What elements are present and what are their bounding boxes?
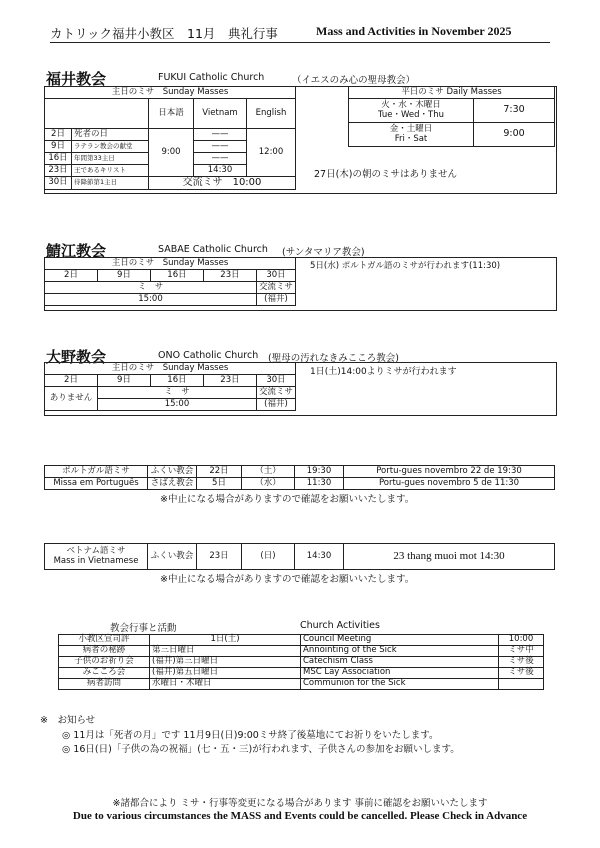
ono-date: 16日 <box>150 375 203 387</box>
fukui-last-label: 待降節第1主日 <box>72 177 149 190</box>
daily-day-en: Tue・Wed・Thu <box>377 109 445 120</box>
fukui-row-date: 23日 <box>45 165 72 177</box>
activity-en: Communion for the Sick <box>301 679 499 690</box>
notice-item: ◎ 11月は「死者の月」です 11月9日(日)9:00ミサ終了後墓地にてお祈りをいたします。 <box>62 730 439 741</box>
activity-when: 水曜日・木曜日 <box>150 679 301 690</box>
footer-jp: ※諸都合により ミサ・行事等変更になる場合があります 事前に確認をお願いいたします <box>112 798 488 809</box>
vn-church: ふくい教会 <box>148 544 197 570</box>
ono-date: 9日 <box>97 375 150 387</box>
pt-time: 11:30 <box>295 478 344 490</box>
portuguese-mass-table <box>44 465 555 490</box>
activity-name: 病者訪問 <box>59 679 150 690</box>
daily-day-jp: 火・水・木曜日 <box>381 99 441 110</box>
vn-time: 14:30 <box>295 544 344 570</box>
sabae-date: 30日 <box>256 270 295 282</box>
fukui-row-vn: 14:30 <box>194 165 247 177</box>
col-english: English <box>247 99 296 129</box>
ono-date: 30日 <box>256 375 295 387</box>
portuguese-label-pt: Missa em Português <box>45 478 148 490</box>
fukui-row-date: 9日 <box>45 141 72 153</box>
ono-sunday-table <box>44 362 296 411</box>
activities-title-en: Church Activities <box>300 620 380 631</box>
header-title-en: Mass and Activities in November 2025 <box>316 24 512 38</box>
fukui-row-vn: —— <box>194 129 247 141</box>
ono-special-1: 交流ミサ <box>256 387 295 399</box>
portuguese-note: ※中止になる場合がありますので確認をお願いいたします。 <box>160 494 415 505</box>
activity-when: 第三日曜日 <box>150 646 301 657</box>
ono-note: 1日(土)14:00よりミサが行われます <box>310 367 457 377</box>
col-japanese: 日本語 <box>149 99 194 129</box>
vietnamese-note: ※中止になる場合がありますので確認をお願いいたします。 <box>160 574 415 585</box>
ono-name: 大野教会 <box>46 348 107 366</box>
notice-item: ◎ 16日(日)「子供の為の祝福」(七・五・三)が行われます、子供さんの参加をお願いします。 <box>62 744 460 755</box>
daily-day-jp: 金・土曜日 <box>389 123 433 134</box>
sabae-heading <box>46 240 556 258</box>
activity-en: MSC Lay Association <box>301 668 499 679</box>
page-header <box>50 22 550 43</box>
activity-name: 病者の秘跡 <box>59 646 150 657</box>
pt-date: 22日 <box>197 466 242 478</box>
notices-title: ※ お知らせ <box>40 715 96 726</box>
activity-time <box>499 679 544 690</box>
daily-day-en: Fri・Sat <box>394 133 428 144</box>
pt-church: ふくい教会 <box>148 466 197 478</box>
sabae-date: 2日 <box>45 270 98 282</box>
ono-name-en: ONO Catholic Church <box>158 350 259 361</box>
daily-time: 7:30 <box>474 99 555 123</box>
sabae-date: 23日 <box>203 270 256 282</box>
fukui-row-label: 年間第33主日 <box>72 153 149 165</box>
pt-day: （水） <box>242 478 295 490</box>
pt-text: Portu-gues novembro 5 de 11:30 <box>344 478 555 490</box>
activity-name: みこころ会 <box>59 668 150 679</box>
pt-time: 19:30 <box>295 466 344 478</box>
activity-time: ミサ中 <box>499 646 544 657</box>
fukui-name: 福井教会 <box>46 70 107 88</box>
activity-name: 子供のお祈り会 <box>59 657 150 668</box>
vn-day: (日) <box>242 544 295 570</box>
vn-text: 23 thang muoi mot 14:30 <box>344 544 555 570</box>
vietnamese-mass-table <box>44 543 555 570</box>
fukui-last-text: 交流ミサ 10:00 <box>149 177 296 190</box>
fukui-name-alt: （イエスのみ心の聖母教会） <box>292 75 416 86</box>
sabae-name: 鯖江教会 <box>46 242 107 260</box>
sabae-special-1: 交流ミサ <box>256 282 295 294</box>
sabae-sunday-table <box>44 257 296 306</box>
portuguese-label-jp: ポルトガル語ミサ <box>45 466 148 478</box>
fukui-row-date: 2日 <box>45 129 72 141</box>
vn-label-jp: ベトナム語ミサ <box>66 545 126 556</box>
fukui-row-vn: —— <box>194 153 247 165</box>
activities-table <box>58 634 544 690</box>
activity-when: (福井)第三日曜日 <box>150 657 301 668</box>
fukui-heading <box>46 68 556 86</box>
activity-name: 小教区宣司評 <box>59 635 150 646</box>
fukui-name-en: FUKUI Catholic Church <box>158 72 265 83</box>
daily-row <box>349 99 474 123</box>
activity-time: ミサ後 <box>499 657 544 668</box>
sabae-name-alt: (サンタマリア教会) <box>282 247 365 258</box>
vn-date: 23日 <box>197 544 242 570</box>
sabae-time: 15:00 <box>45 294 257 306</box>
ono-time: 15:00 <box>97 399 256 411</box>
fukui-row-label: 死者の日 <box>72 129 149 141</box>
footer-en: Due to various circumstances the MASS and Events could be cancelled. Please Check in Advance <box>72 810 528 822</box>
ono-date: 2日 <box>45 375 98 387</box>
ono-special-2: (福井) <box>256 399 295 411</box>
sabae-date: 16日 <box>150 270 203 282</box>
sabae-sunday-header: 主日のミサ Sunday Masses <box>45 258 296 270</box>
fukui-row-label: 王であるキリスト <box>72 165 149 177</box>
activity-en: Council Meeting <box>301 635 499 646</box>
sabae-date: 9日 <box>97 270 150 282</box>
sabae-name-en: SABAE Catholic Church <box>158 244 268 255</box>
activity-time: 10:00 <box>499 635 544 646</box>
daily-time: 9:00 <box>474 123 555 147</box>
pt-day: （土） <box>242 466 295 478</box>
fukui-row-vn: —— <box>194 141 247 153</box>
sabae-mass: ミ サ <box>45 282 257 294</box>
col-vietnam: Vietnam <box>194 99 247 129</box>
activity-time: ミサ後 <box>499 668 544 679</box>
activity-when: 1日(土) <box>150 635 301 646</box>
sabae-note: 5日(水) ポルトガル語のミサが行われます(11:30) <box>310 261 501 271</box>
activity-en: Catechism Class <box>301 657 499 668</box>
ono-name-alt: (聖母の汚れなきみこころ教会) <box>268 353 399 364</box>
fukui-time-en: 12:00 <box>247 129 296 177</box>
fukui-sunday-header: 主日のミサ Sunday Masses <box>45 87 296 99</box>
daily-row <box>349 123 474 147</box>
fukui-last-date: 30日 <box>45 177 72 190</box>
pt-church: さばえ教会 <box>148 478 197 490</box>
sabae-special-2: (福井) <box>256 294 295 306</box>
ono-date: 23日 <box>203 375 256 387</box>
fukui-note: 27日(木)の朝のミサはありません <box>314 169 458 180</box>
header-title-jp: カトリック福井小教区 11月 典礼行事 <box>50 26 278 41</box>
ono-mass: ミ サ <box>97 387 256 399</box>
fukui-daily-table <box>348 86 555 147</box>
vn-label-en: Mass in Vietnamese <box>53 555 139 566</box>
activity-en: Annointing of the Sick <box>301 646 499 657</box>
activities-title-jp: 教会行事と活動 <box>110 623 177 634</box>
fukui-row-date: 16日 <box>45 153 72 165</box>
fukui-daily-header: 平日のミサ Daily Masses <box>349 87 555 99</box>
activity-when: (福井)第五日曜日 <box>150 668 301 679</box>
fukui-time-jp: 9:00 <box>149 129 194 177</box>
fukui-sunday-table <box>44 86 296 190</box>
ono-sunday-header: 主日のミサ Sunday Masses <box>45 363 296 375</box>
ono-none: ありません <box>45 387 98 411</box>
pt-date: 5日 <box>197 478 242 490</box>
pt-text: Portu-gues novembro 22 de 19:30 <box>344 466 555 478</box>
vn-label <box>45 544 148 570</box>
fukui-row-label: ラテラン教会の献堂 <box>72 141 149 153</box>
